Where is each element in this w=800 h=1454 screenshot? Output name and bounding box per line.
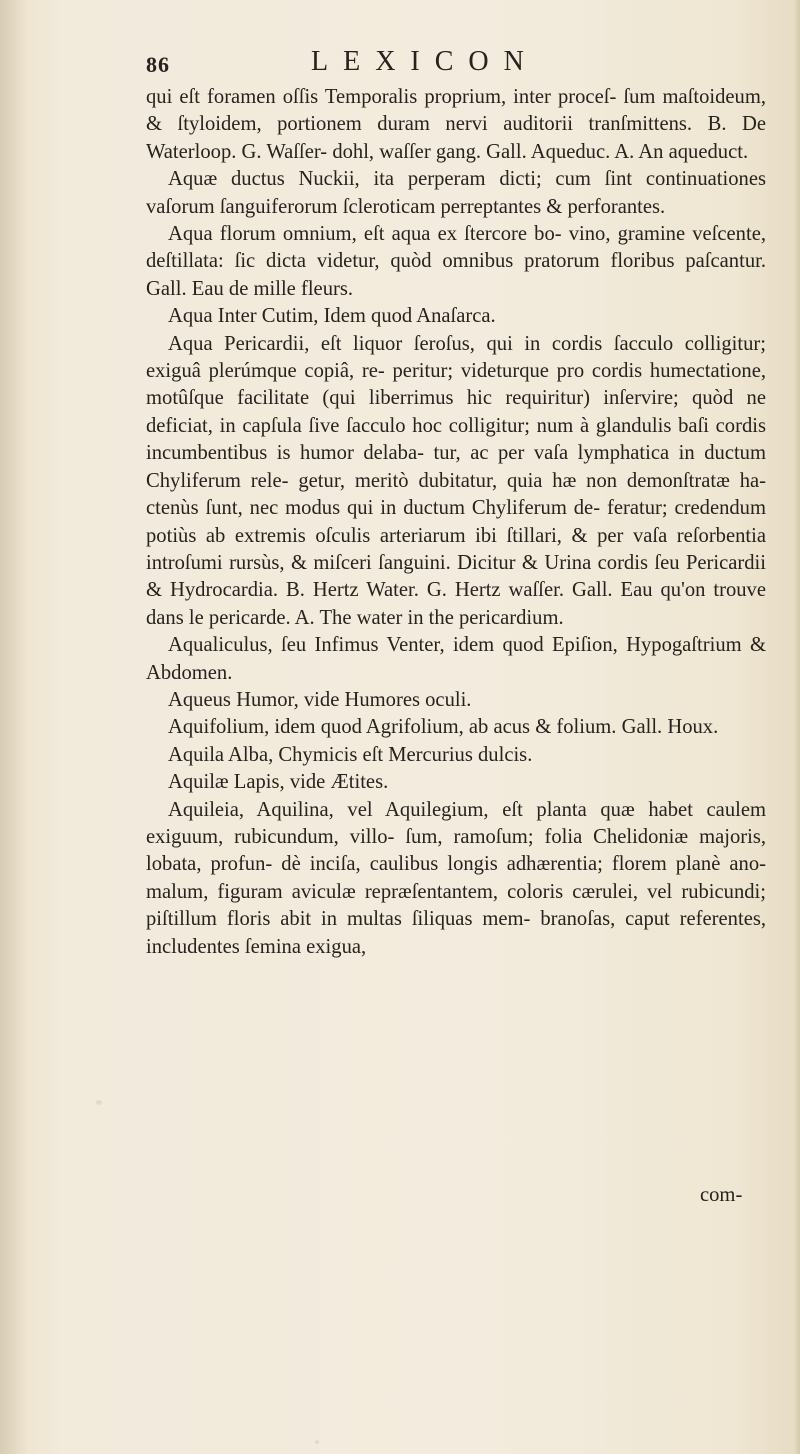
entry-aquilae-lapis: Aquilæ Lapis, vide Ætites. [168, 771, 389, 794]
entry-aqua-inter-cutim: Aqua Inter Cutim, Idem quod Anaſarca. [168, 305, 496, 328]
paragraph-continuation: qui eſt foramen oſſis Temporalis proprium, inter proceſ- ſum maſtoideum, & ſtyloidem, portionem duram nervi auditorii tranſmittens. B. De Waterloop. G. Waſſer- dohl, waſſer gang. Gall. Aqueduc. A. An aqueduct. [146, 86, 766, 163]
entry-aqua-florum-omnium: Aqua florum omnium, eſt aqua ex ſtercore bo- vino, gramine veſcente, deſtillata: ſic dicta videtur, quòd omnibus pratorum floribus paſcantur. Gall. Eau de mille fleurs. [146, 223, 766, 300]
page-edge [794, 0, 800, 1454]
page-header [146, 46, 666, 86]
entry-aqua-pericardii: Aqua Pericardii, eſt liquor ſeroſus, qui in cordis ſacculo colligitur; exiguâ plerúmque copiâ, re- peritur; videturque pro cordis humectatione, motûſque facilitate (qui liberrimus hic requiritur) inſervire; quòd ne deficiat, in capſula ſive ſacculo hoc colligitur; num à glandulis baſi cordis incumbentibus is humor delaba- tur, ac per vaſa lymphatica in ductum Chyliferum rele- getur, meritò dubitatur, quia hæ non demonſtratæ ha- ctenùs ſunt, nec modus qui in ductum Chyliferum de- feratur; credendum potiùs ab extremis oſculis arteriarum ibi ſtillari, & per vaſa reſorbentia introſumi rursùs, & miſceri ſanguini. Dicitur & Urina cordis ſeu Pericardii & Hydrocardia. B. Hertz Water. G. Hertz waſſer. Gall. Eau qu'on trouve dans le pericarde. A. The water in the pericardium. [146, 332, 766, 629]
gutter-shadow [0, 0, 28, 1454]
page-number: 86 [146, 52, 170, 77]
entry-aquae-ductus-nuckii: Aquæ ductus Nuckii, ita perperam dicti; cum ſint continuationes vaſorum ſanguiferorum ſcleroticam perreptantes & perforantes. [146, 168, 766, 218]
running-head: LEXICON [311, 46, 539, 77]
body-text [146, 84, 766, 961]
entry-aqueus-humor: Aqueus Humor, vide Humores oculi. [168, 688, 472, 711]
entry-aquileia: Aquileia, Aquilina, vel Aquilegium, eſt planta quæ habet caulem exiguum, rubicundum, villo- ſum, ramoſum; folia Chelidoniæ majoris, lobata, profun- dè inciſa, caulibus longis adhærentia; florem planè ano- malum, figuram aviculæ repræſentantem, coloris cærulei, vel rubicundi; piſtillum floris abit in multas ſiliquas mem- branoſas, caput referentes, includentes ſemina exigua, [146, 798, 766, 958]
entry-aquila-alba: Aquila Alba, Chymicis eſt Mercurius dulcis. [168, 743, 533, 766]
catchword: com- [700, 1184, 743, 1206]
entry-aquifolium: Aquifolium, idem quod Agrifolium, ab acus & folium. Gall. Houx. [168, 716, 719, 739]
paper-spot [315, 1440, 319, 1444]
paper-spot [96, 1100, 102, 1105]
entry-aqualiculus: Aqualiculus, ſeu Infimus Venter, idem quod Epiſion, Hypogaſtrium & Abdomen. [146, 634, 766, 684]
